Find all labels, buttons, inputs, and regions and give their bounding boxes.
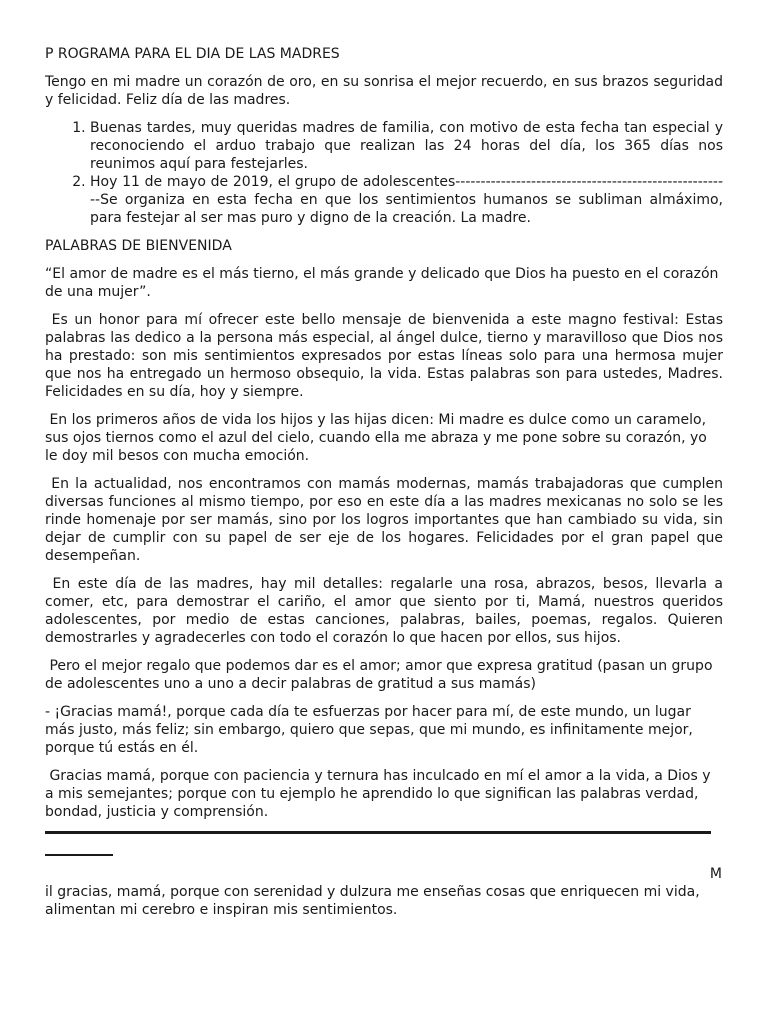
document-page (45, 45, 728, 919)
final-paragraph: il gracias, mamá, porque con serenidad y dulzura me enseñas cosas que enriquecen mi vida, alimentan mi cerebro e inspiran mis sentimientos. (45, 884, 700, 918)
welcome-heading: PALABRAS DE BIENVENIDA (45, 238, 232, 254)
horizontal-rule-thick (45, 831, 711, 834)
program-item-2: 2. Hoy 11 de mayo de 2019, el grupo de adolescentes-------------------------------------------------------Se organiza en esta fecha en que los sentimientos humanos se subliman almáximo, para festejar al ser mas puro y digno de la creación. La madre. (90, 173, 723, 227)
program-item-1: 1. Buenas tardes, muy queridas madres de familia, con motivo de esta fecha tan especial y reconociendo el arduo trabajo que realizan las 24 horas del día, los 365 días nos reunimos aquí para festejarles. (90, 119, 723, 173)
program-list (45, 119, 723, 227)
trailing-letter: M (709, 866, 722, 882)
paragraph-honor: Es un honor para mí ofrecer este bello mensaje de bienvenida a este magno festival: Estas palabras las dedico a la persona más especial, al ángel dulce, tierno y maravilloso que Dios nos ha prestado: son mis sentimientos expresados por estas líneas solo para una hermosa mujer que nos ha entregado un hermoso obsequio, la vida. Estas palabras son para ustedes, Madres. Felicidades en su día, hoy y siempre. (45, 312, 728, 400)
quote-paragraph: “El amor de madre es el más tierno, el más grande y delicado que Dios ha puesto en el corazón de una mujer”. (45, 266, 719, 300)
paragraph-details: En este día de las madres, hay mil detalles: regalarle una rosa, abrazos, besos, llevarla a comer, etc, para demostrar el cariño, el amor que siento por ti, Mamá, nuestros queridos adolescentes, por medio de estas canciones, palabras, bailes, poemas, regalos. Quieren demostrarles y agradecerles con todo el corazón lo que hacen por ellos, sus hijos. (45, 576, 728, 646)
paragraph-early-years: En los primeros años de vida los hijos y las hijas dicen: Mi madre es dulce como un caramelo, sus ojos tiernos como el azul del cielo, cuando ella me abraza y me pone sobre su corazón, yo le doy mil besos con mucha emoción. (45, 412, 712, 464)
intro-paragraph: Tengo en mi madre un corazón de oro, en su sonrisa el mejor recuerdo, en sus brazos seguridad y felicidad. Feliz día de las madres. (45, 74, 723, 108)
paragraph-best-gift: Pero el mejor regalo que podemos dar es el amor; amor que expresa gratitud (pasan un grupo de adolescentes uno a uno a decir palabras de gratitud a sus mamás) (45, 658, 717, 692)
paragraph-thanks-1: - ¡Gracias mamá!, porque cada día te esfuerzas por hacer para mí, de este mundo, un lugar más justo, más feliz; sin embargo, quiero que sepas, que mi mundo, es infinitamente mejor, porque tú estás en él. (45, 704, 693, 756)
document-title: P ROGRAMA PARA EL DIA DE LAS MADRES (45, 46, 340, 62)
horizontal-rule-short (45, 854, 113, 856)
paragraph-modern-moms: En la actualidad, nos encontramos con mamás modernas, mamás trabajadoras que cumplen diversas funciones al mismo tiempo, por eso en este día a las madres mexicanas no solo se les rinde homenaje por ser mamás, sino por los logros importantes que han cambiado su vida, sin dejar de cumplir con su papel de ser eje de los hogares. Felicidades por el gran papel que desempeñan. (45, 476, 728, 564)
paragraph-thanks-2: Gracias mamá, porque con paciencia y ternura has inculcado en mí el amor a la vida, a Dios y a mis semejantes; porque con tu ejemplo he aprendido lo que significan las palabras verdad, bondad, justicia y comprensión. (45, 768, 715, 820)
